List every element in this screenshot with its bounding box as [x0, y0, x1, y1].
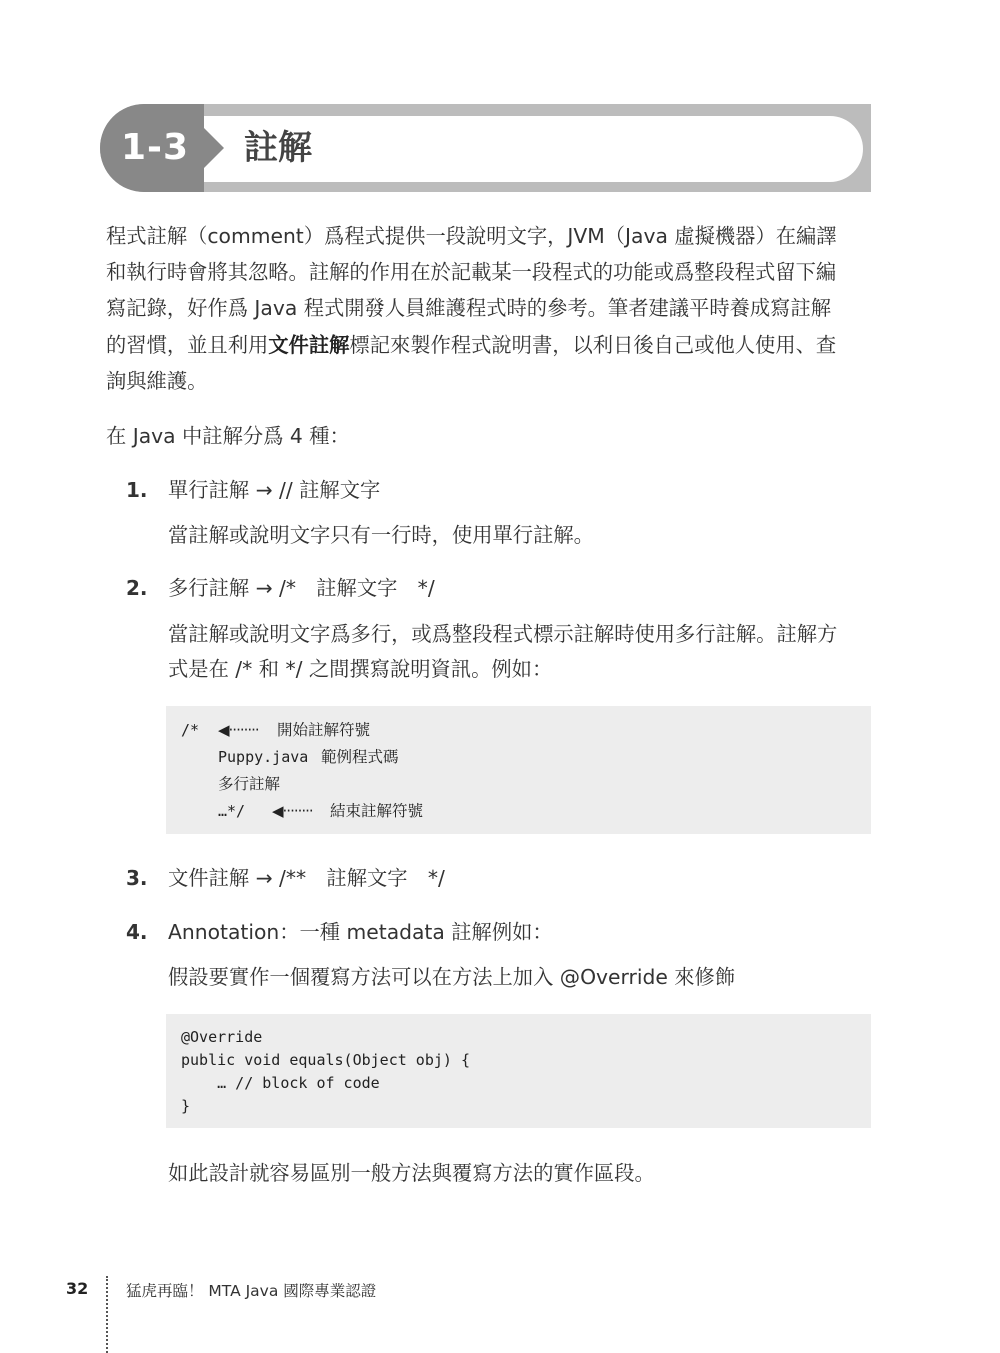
list-item-3-title: 文件註解 → /** 註解文字 */: [168, 866, 445, 890]
section-arrow-icon: [204, 128, 224, 168]
code2-line-1: @Override: [181, 1028, 263, 1046]
book-title: 猛虎再臨！ MTA Java 國際專業認證: [126, 1282, 377, 1300]
list-item-4-number: 4.: [126, 920, 148, 944]
code1-open-note: 開始註解符號: [277, 721, 371, 739]
types-intro: 在 Java 中註解分爲 4 種：: [106, 424, 350, 448]
code1-filename-note: 範例程式碼: [321, 748, 399, 766]
code2-line-2: public void equals(Object obj) {: [181, 1051, 470, 1069]
list-item-2-number: 2.: [126, 576, 148, 600]
page-number: 32: [66, 1279, 89, 1298]
intro-bold-term: 文件註解: [268, 333, 350, 357]
intro-line-4-post: 標記來製作程式說明書，以利日後自己或他人使用、查: [349, 333, 837, 357]
list-item-1-desc: 當註解或說明文字只有一行時，使用單行註解。: [168, 523, 594, 547]
arrow-left-icon: ◀········: [218, 721, 259, 739]
intro-line-4-pre: 的習慣，並且利用: [106, 333, 269, 357]
section-number: 1-3: [120, 127, 190, 168]
intro-line-1: 程式註解（comment）爲程式提供一段說明文字，JVM（Java 虛擬機器）在編譯: [106, 224, 837, 248]
list-item-1-number: 1.: [126, 478, 148, 502]
intro-line-4: [106, 327, 872, 363]
list-item-4-desc: 假設要實作一個覆寫方法可以在方法上加入 @Override 來修飾: [168, 965, 736, 989]
list-item-2-title: 多行註解 → /* 註解文字 */: [168, 576, 435, 600]
intro-line-3: 寫記錄，好作爲 Java 程式開發人員維護程式時的參考。筆者建議平時養成寫註解: [106, 296, 832, 320]
closing-paragraph: 如此設計就容易區別一般方法與覆寫方法的實作區段。: [168, 1161, 655, 1185]
code1-close-note: 結束註解符號: [330, 802, 424, 820]
intro-line-5: 詢與維護。: [106, 369, 208, 393]
list-item-2-desc-1: 當註解或說明文字爲多行，或爲整段程式標示註解時使用多行註解。註解方: [168, 622, 838, 646]
list-item-1-title: 單行註解 → // 註解文字: [168, 478, 381, 502]
list-item-2-desc-2: 式是在 /* 和 */ 之間撰寫說明資訊。例如：: [168, 657, 553, 681]
list-item-3-number: 3.: [126, 866, 148, 890]
code1-multiline-note: 多行註解: [218, 775, 281, 793]
code-block-multiline-comment: [166, 706, 871, 834]
code2-line-3: … // block of code: [181, 1074, 380, 1092]
intro-line-2: 和執行時會將其忽略。註解的作用在於記載某一段程式的功能或爲整段程式留下編: [106, 260, 837, 284]
section-title: 註解: [244, 128, 312, 168]
code2-line-4: }: [181, 1097, 191, 1115]
code-block-override: [166, 1014, 871, 1128]
arrow-left-icon: ◀········: [272, 802, 313, 820]
list-item-4-title: Annotation：一種 metadata 註解例如：: [168, 920, 553, 944]
code1-close: …*/: [218, 802, 246, 820]
code1-open: /*: [181, 721, 200, 739]
code1-filename: Puppy.java: [218, 748, 309, 766]
footer-divider: [106, 1276, 108, 1353]
